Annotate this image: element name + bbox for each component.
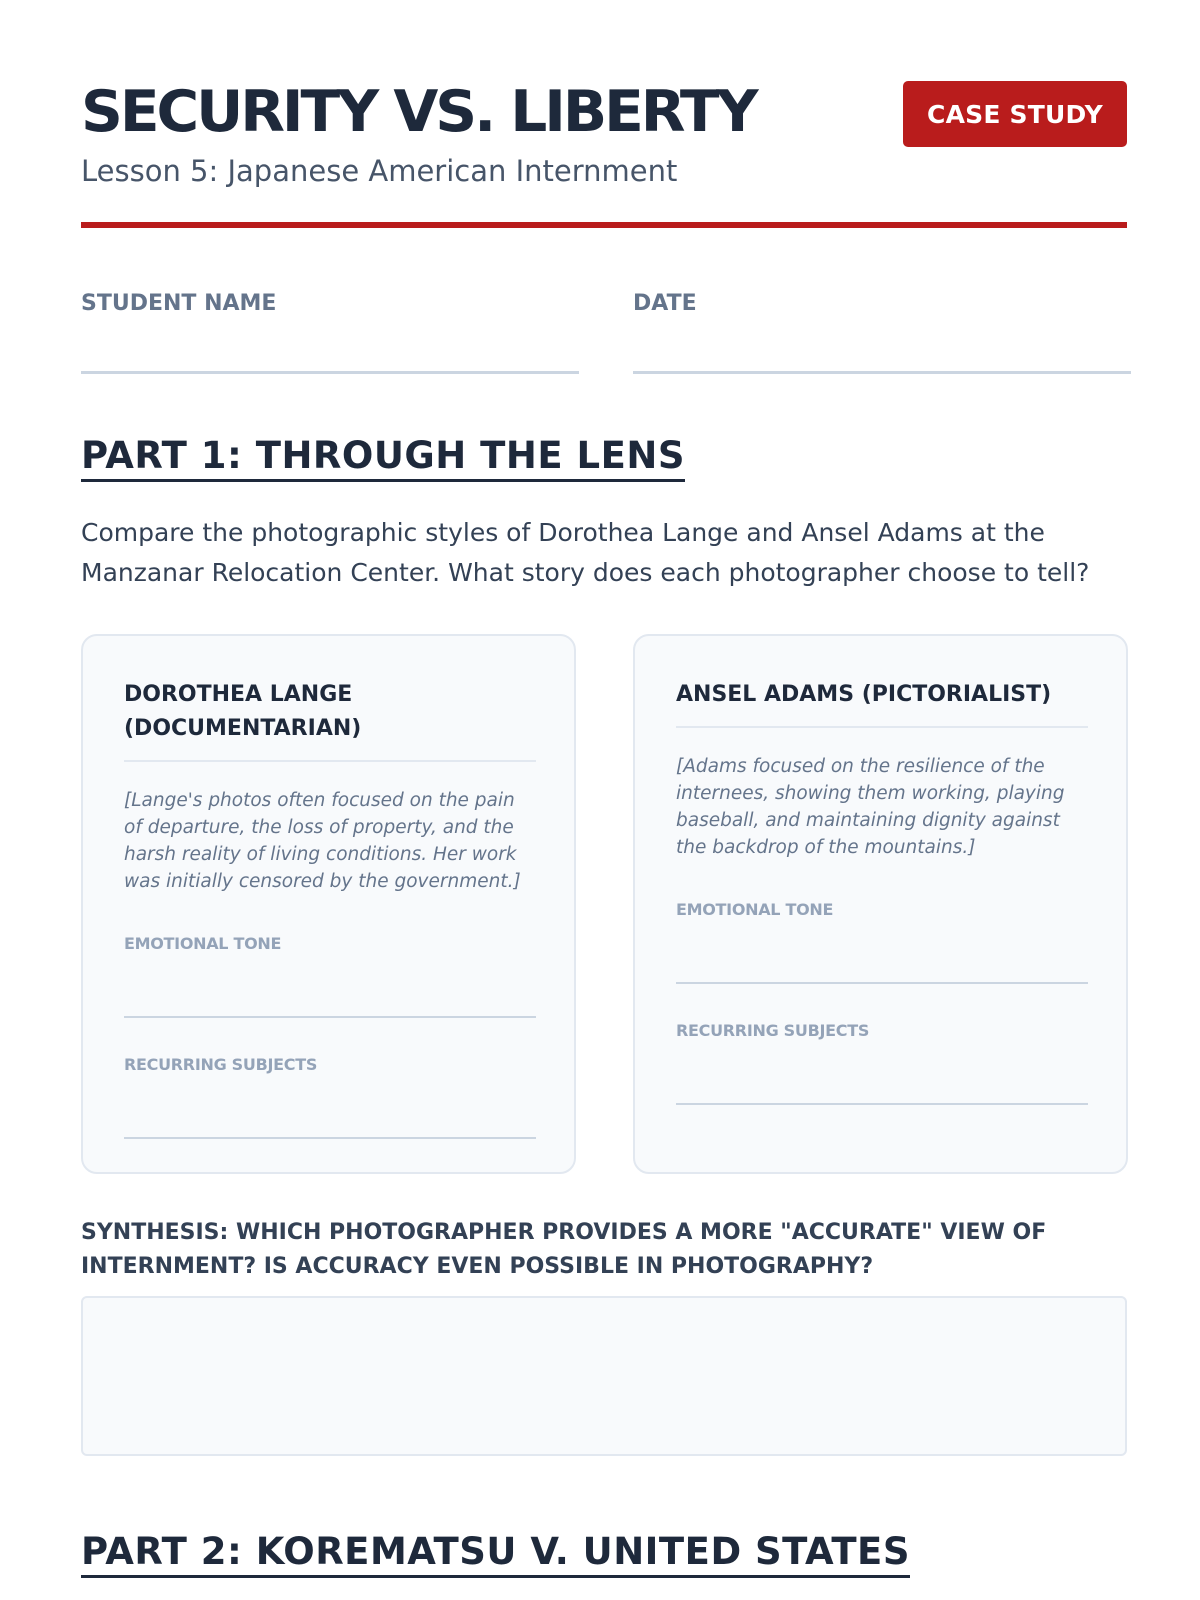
part1-title: PART 1: THROUGH THE LENS — [81, 434, 685, 482]
page-title: SECURITY VS. LIBERTY — [81, 79, 756, 145]
card-divider — [676, 726, 1088, 728]
adams-recurring-subjects-field[interactable] — [676, 1103, 1088, 1105]
part2-title: PART 2: KOREMATSU V. UNITED STATES — [81, 1530, 910, 1578]
date-field[interactable] — [633, 371, 1131, 374]
adams-description: [Adams focused on the resilience of the internees, showing them working, playing baseball, and maintaining dignity against the backdrop of the mountains.] — [676, 756, 1065, 858]
synthesis-answer-box[interactable] — [81, 1296, 1127, 1456]
student-name-field[interactable] — [81, 371, 579, 374]
case-study-badge: CASE STUDY — [903, 81, 1127, 147]
emotional-tone-label: EMOTIONAL TONE — [676, 900, 834, 919]
header-divider — [81, 222, 1127, 228]
synthesis-question: SYNTHESIS: WHICH PHOTOGRAPHER PROVIDES A MORE "ACCURATE" VIEW OF INTERNMENT? IS ACCURACY EVEN POSSIBLE IN PHOTOGRAPHY? — [81, 1220, 1047, 1279]
lesson-subtitle: Lesson 5: Japanese American Internment — [81, 154, 678, 188]
emotional-tone-label: EMOTIONAL TONE — [124, 934, 282, 953]
lange-description: [Lange's photos often focused on the pain of departure, the loss of property, and the harsh reality of living conditions. Her work was initially censored by the government.] — [124, 790, 521, 892]
date-label: DATE — [633, 291, 697, 316]
adams-emotional-tone-field[interactable] — [676, 982, 1088, 984]
adams-card — [633, 634, 1128, 1174]
adams-card-title: ANSEL ADAMS (PICTORIALIST) — [676, 682, 1052, 707]
lange-card-title: DOROTHEA LANGE (DOCUMENTARIAN) — [124, 682, 362, 741]
worksheet-header — [81, 80, 1127, 228]
student-name-label: STUDENT NAME — [81, 291, 277, 316]
lange-card — [81, 634, 576, 1174]
lange-recurring-subjects-field[interactable] — [124, 1137, 536, 1139]
recurring-subjects-label: RECURRING SUBJECTS — [124, 1055, 318, 1074]
recurring-subjects-label: RECURRING SUBJECTS — [676, 1021, 870, 1040]
part1-instructions: Compare the photographic styles of Dorothea Lange and Ansel Adams at the Manzanar Relocation Center. What story does each photographer choose to tell? — [81, 518, 1090, 587]
card-divider — [124, 760, 536, 762]
lange-emotional-tone-field[interactable] — [124, 1016, 536, 1018]
